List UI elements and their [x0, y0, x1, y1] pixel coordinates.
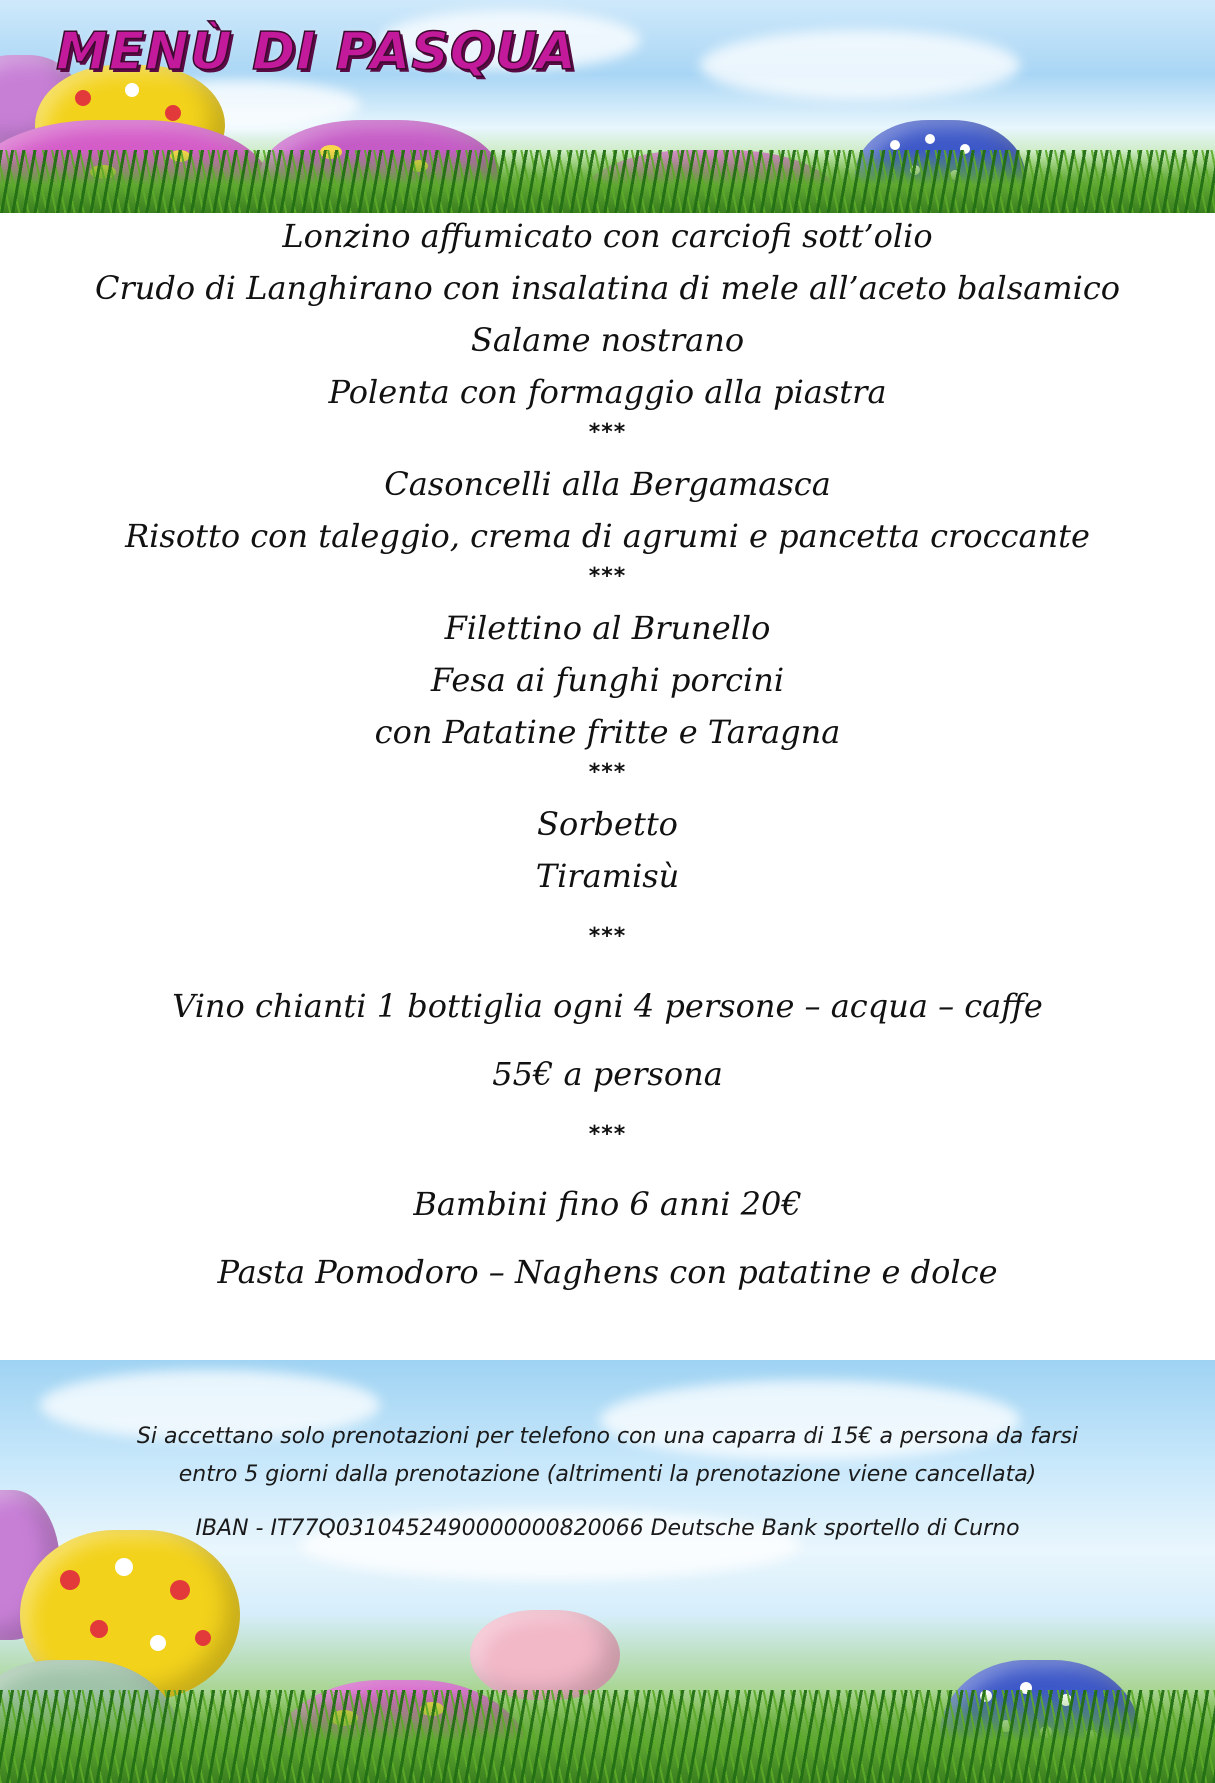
reservation-note-line: Si accettano solo prenotazioni per telefono con una caparra di 15€ a persona da farsi	[136, 1424, 1079, 1449]
section-separator: ***	[588, 760, 627, 785]
section-separator: ***	[588, 1122, 627, 1147]
section-separator: ***	[588, 924, 627, 949]
menu-list	[0, 210, 1215, 1298]
header-banner	[0, 0, 1215, 213]
drinks-line: Vino chianti 1 bottiglia ogni 4 persone – acqua – caffe	[172, 987, 1043, 1025]
grass-decoration	[0, 1690, 1215, 1783]
menu-item: Risotto con taleggio, crema di agrumi e pancetta croccante	[125, 517, 1090, 555]
menu-item: Lonzino affumicato con carciofi sott’olio	[282, 217, 933, 255]
menu-item: Fesa ai funghi porcini	[430, 661, 785, 699]
kids-price-line: Bambini fino 6 anni 20€	[413, 1185, 802, 1223]
price-line: 55€ a persona	[492, 1055, 723, 1093]
section-separator: ***	[588, 564, 627, 589]
section-separator: ***	[588, 420, 627, 445]
page-title: MENÙ DI PASQUA	[56, 22, 578, 82]
menu-item: Salame nostrano	[470, 321, 745, 359]
menu-item: con Patatine fritte e Taragna	[374, 713, 841, 751]
menu-item: Crudo di Langhirano con insalatina di mele all’aceto balsamico	[95, 269, 1120, 307]
menu-item: Polenta con formaggio alla piastra	[328, 373, 887, 411]
grass-decoration	[0, 150, 1215, 213]
menu-item: Tiramisù	[535, 857, 680, 895]
menu-item: Sorbetto	[537, 805, 678, 843]
menu-item: Filettino al Brunello	[444, 609, 771, 647]
easter-egg-light-pink	[470, 1610, 620, 1700]
kids-menu-line: Pasta Pomodoro – Naghens con patatine e dolce	[217, 1253, 998, 1291]
reservation-note-line: entro 5 giorni dalla prenotazione (altrimenti la prenotazione viene cancellata)	[178, 1462, 1037, 1487]
iban-line: IBAN - IT77Q0310452490000000820066 Deutsche Bank sportello di Curno	[195, 1516, 1020, 1541]
menu-item: Casoncelli alla Bergamasca	[384, 465, 831, 503]
cloud-decoration	[700, 30, 1020, 100]
reservation-notes	[0, 1418, 1215, 1548]
